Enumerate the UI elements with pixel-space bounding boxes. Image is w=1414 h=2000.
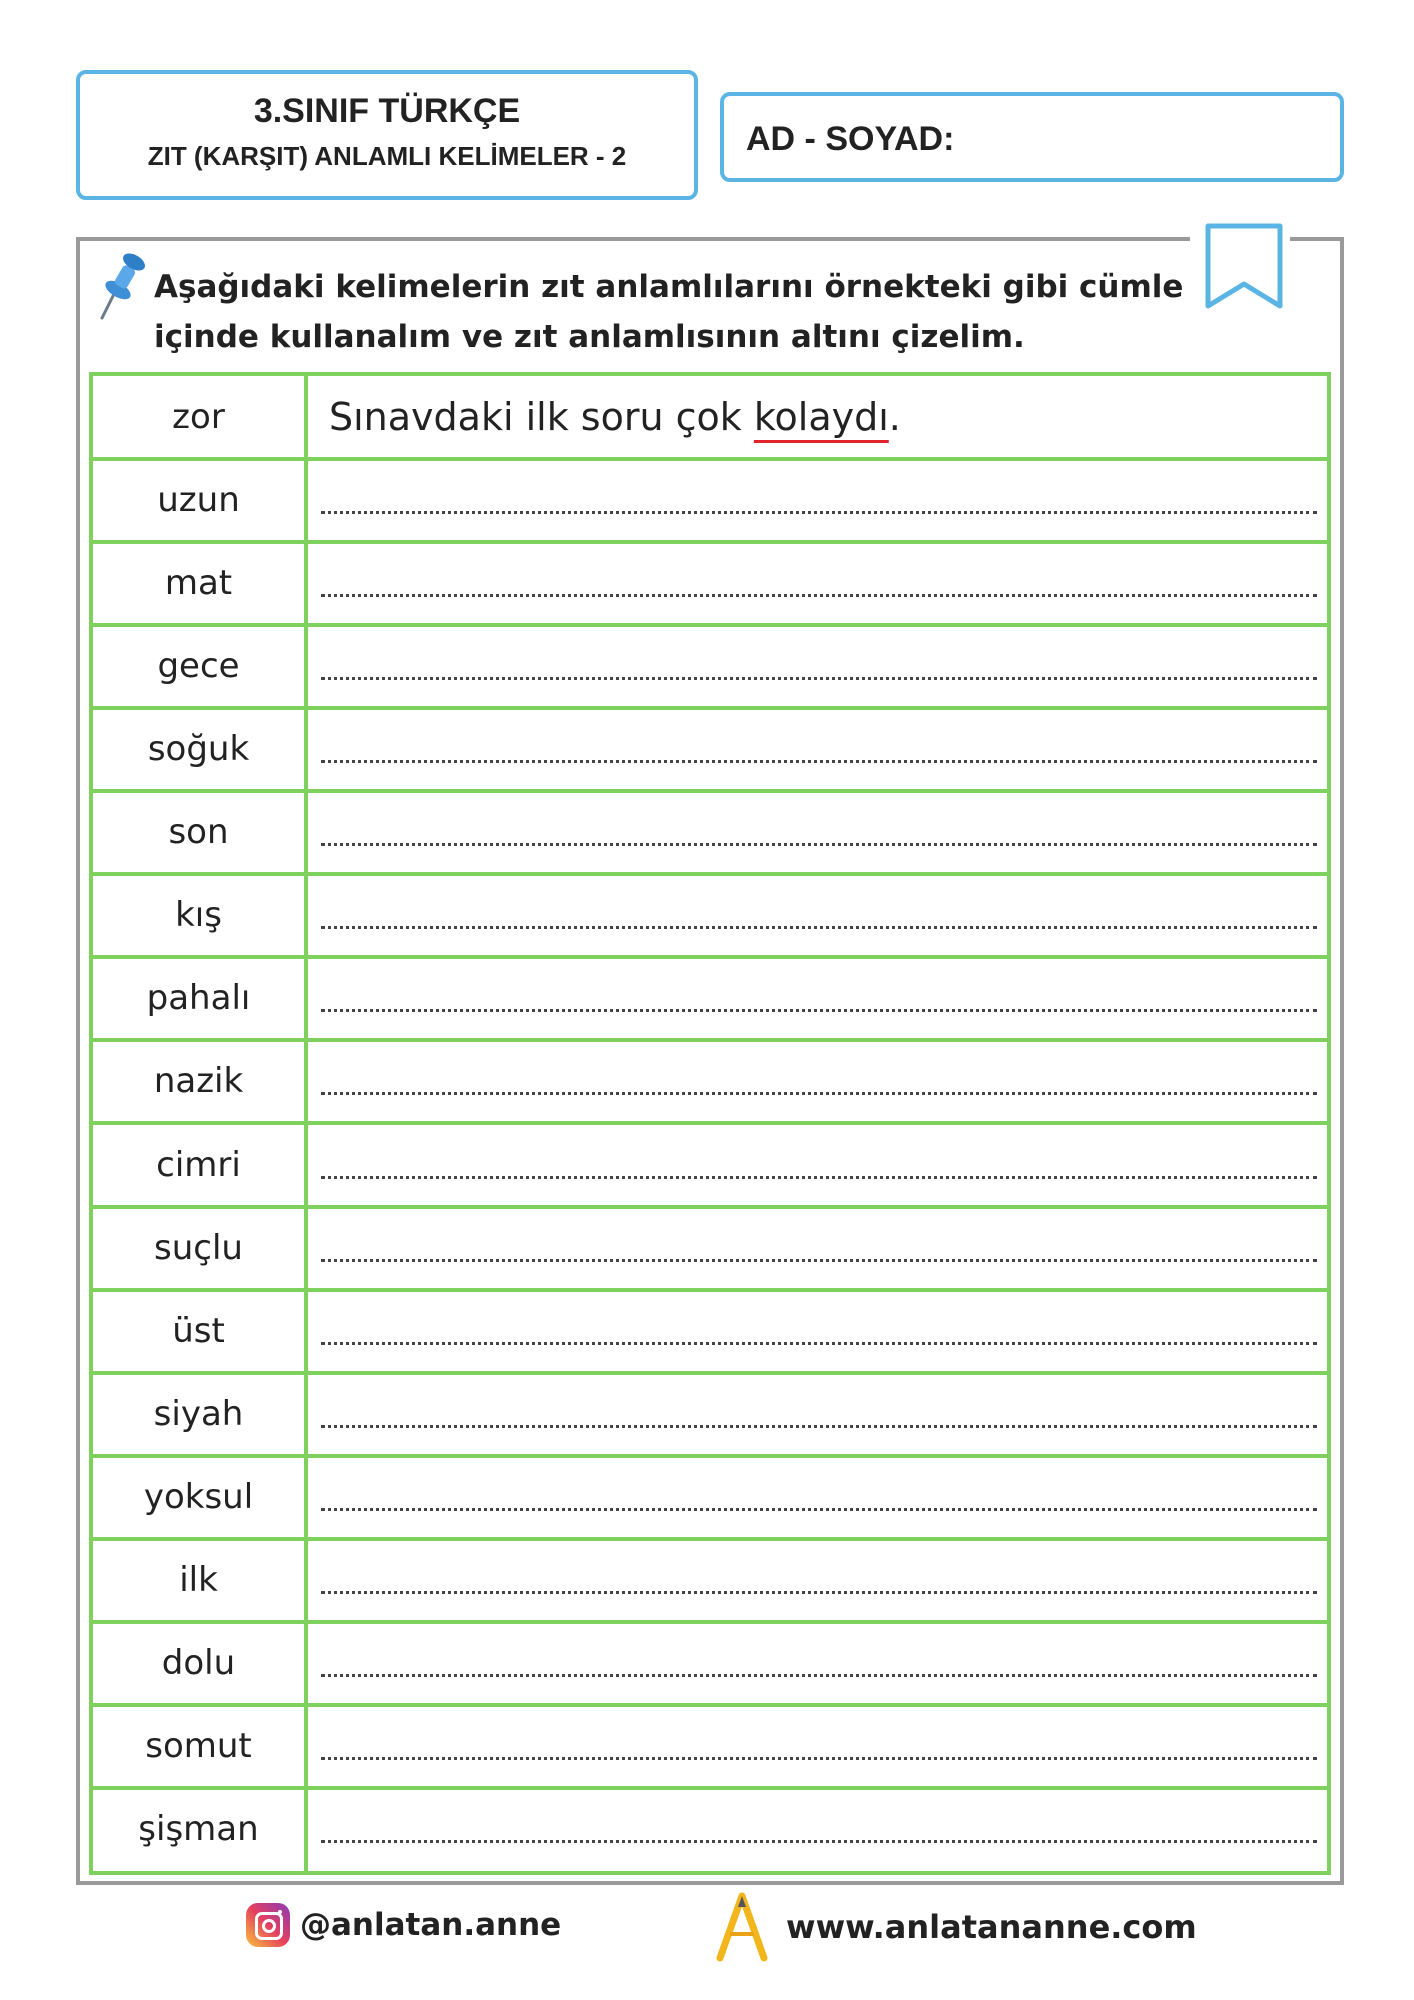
name-field-box[interactable]	[720, 92, 1344, 182]
word-cell: şişman	[138, 1808, 259, 1849]
word-cell: dolu	[161, 1642, 236, 1683]
answer-line[interactable]	[321, 720, 1317, 763]
answer-line[interactable]	[321, 1634, 1317, 1677]
table-row	[93, 874, 1327, 957]
answer-line[interactable]	[321, 886, 1317, 929]
word-cell: yoksul	[143, 1476, 254, 1517]
pushpin-icon	[94, 250, 150, 322]
example-sentence-end: .	[888, 395, 901, 439]
table-row	[93, 1705, 1327, 1788]
word-cell: kış	[175, 895, 222, 936]
word-cell: ilk	[179, 1559, 218, 1600]
website-url: www.anlatananne.com	[786, 1908, 1197, 1946]
table-row	[93, 542, 1327, 625]
word-cell: son	[168, 812, 229, 853]
table-row	[93, 1124, 1327, 1207]
website-footer[interactable]	[712, 1892, 1197, 1962]
table-row	[93, 1456, 1327, 1539]
word-cell: uzun	[157, 480, 240, 521]
table-row	[93, 1373, 1327, 1456]
word-cell: cimri	[156, 1144, 241, 1185]
answer-line[interactable]	[321, 637, 1317, 680]
title-box	[76, 70, 698, 200]
table-row	[93, 957, 1327, 1040]
word-table	[89, 372, 1331, 1875]
pencil-logo-icon	[712, 1892, 772, 1962]
word-cell: gece	[157, 646, 240, 687]
instruction-line-2: içinde kullanalım ve zıt anlamlısının altını çizelim.	[154, 319, 1025, 355]
answer-line[interactable]	[321, 1052, 1317, 1095]
word-cell: nazik	[153, 1061, 244, 1102]
table-row	[93, 708, 1327, 791]
answer-line[interactable]	[321, 554, 1317, 597]
worksheet-subtitle: ZIT (KARŞIT) ANLAMLI KELİMELER - 2	[147, 141, 627, 171]
answer-line[interactable]	[321, 1800, 1317, 1843]
table-row	[93, 1539, 1327, 1622]
table-row	[93, 1290, 1327, 1373]
table-row	[93, 1788, 1327, 1871]
answer-line[interactable]	[321, 1302, 1317, 1345]
worksheet-title: 3.SINIF TÜRKÇE	[253, 92, 521, 130]
word-cell: üst	[172, 1310, 225, 1351]
table-row	[93, 791, 1327, 874]
bookmark-icon	[1204, 222, 1284, 312]
table-row	[93, 459, 1327, 542]
example-word: zor	[172, 397, 225, 437]
example-row	[93, 376, 1327, 459]
table-row	[93, 1622, 1327, 1705]
answer-line[interactable]	[321, 1219, 1317, 1262]
word-cell: siyah	[153, 1393, 244, 1434]
answer-line[interactable]	[321, 471, 1317, 514]
table-row	[93, 1040, 1327, 1123]
word-cell: somut	[145, 1725, 252, 1766]
word-cell: suçlu	[154, 1227, 243, 1268]
answer-line[interactable]	[321, 1468, 1317, 1511]
instagram-footer[interactable]	[246, 1900, 561, 1950]
instagram-handle: @anlatan.anne	[300, 1907, 562, 1943]
word-cell: soğuk	[147, 729, 250, 770]
table-row	[93, 625, 1327, 708]
answer-line[interactable]	[321, 1551, 1317, 1594]
instruction-text	[154, 262, 1204, 362]
answer-line[interactable]	[321, 1385, 1317, 1428]
example-sentence-start: Sınavdaki ilk soru çok	[329, 395, 754, 439]
example-sentence	[329, 376, 901, 459]
instruction-line-1: Aşağıdaki kelimelerin zıt anlamlılarını örnekteki gibi cümle	[154, 269, 1184, 305]
answer-line[interactable]	[321, 1717, 1317, 1760]
answer-line[interactable]	[321, 1136, 1317, 1179]
example-underlined-word: kolaydı	[753, 395, 889, 439]
word-cell: pahalı	[146, 978, 251, 1019]
word-cell: mat	[164, 563, 233, 604]
table-row	[93, 1207, 1327, 1290]
answer-line[interactable]	[321, 969, 1317, 1012]
answer-line[interactable]	[321, 803, 1317, 846]
instagram-icon	[246, 1903, 290, 1947]
name-label: AD - SOYAD:	[746, 120, 955, 158]
